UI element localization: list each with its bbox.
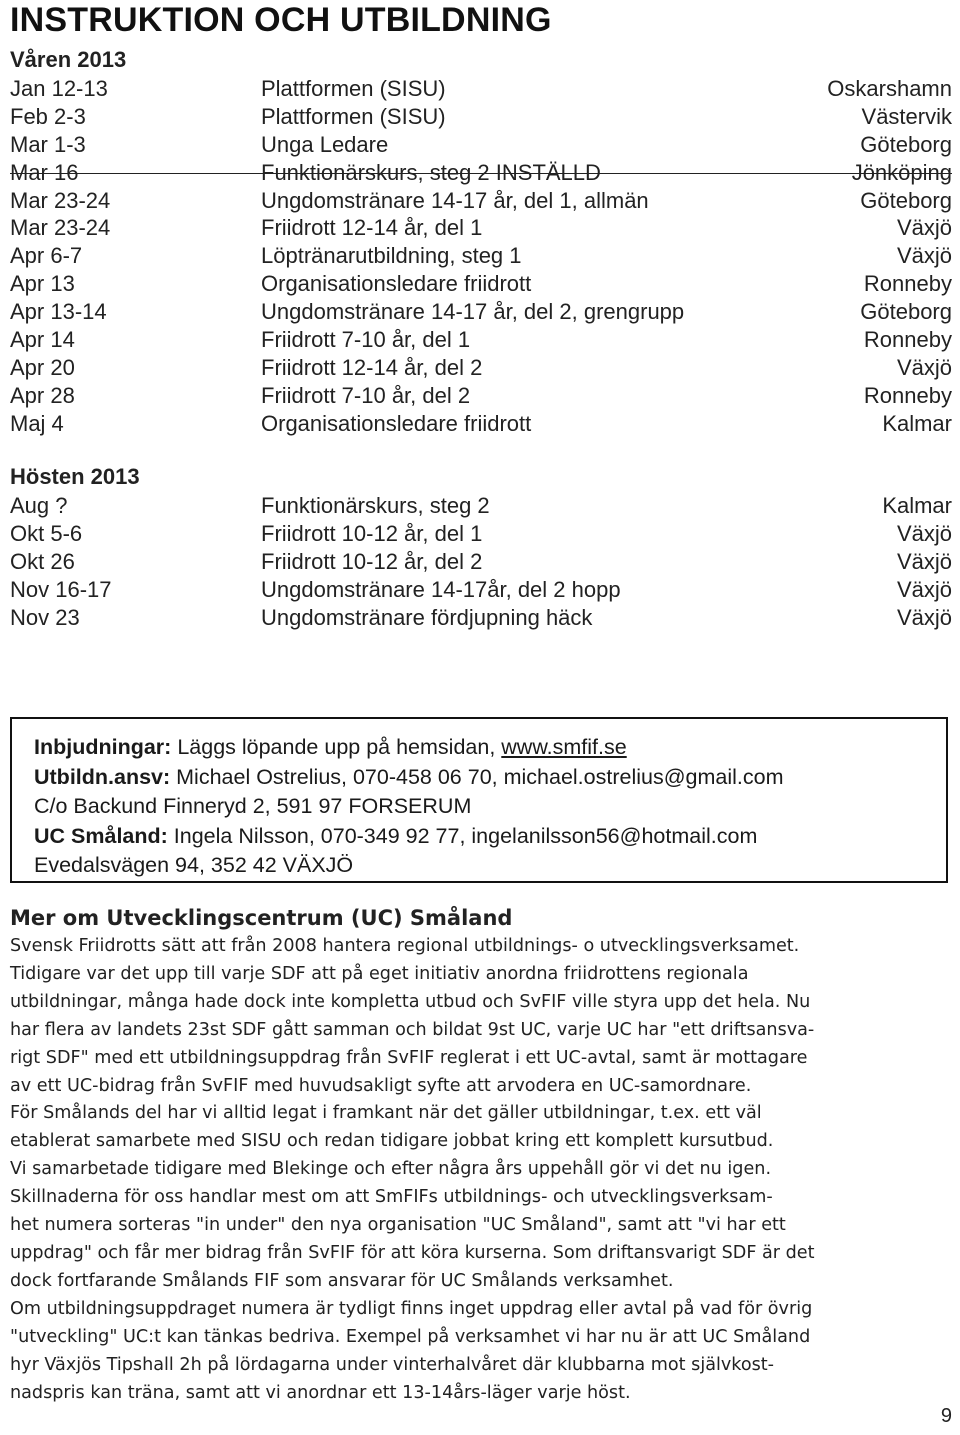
schedule-event: Friidrott 12-14 år, del 1 (261, 215, 483, 241)
article-line: uppdrag" och får mer bidrag från SvFIF för att köra kurserna. Som driftansvarigt SDF är det (10, 1242, 815, 1263)
schedule-event: Ungdomstränare 14-17 år, del 2, grengrupp (261, 299, 685, 325)
schedule-row (10, 214, 952, 242)
article-line: nadspris kan träna, samt att vi anordnar ett 13-14års-läger varje höst. (10, 1382, 631, 1403)
schedule-row (10, 103, 952, 131)
invites-line (34, 733, 946, 763)
schedule-row (10, 326, 952, 354)
schedule-event: Friidrott 7-10 år, del 2 (261, 382, 471, 408)
edu-line (34, 763, 946, 793)
schedule-row (10, 298, 952, 326)
article-line: För Smålands del har vi alltid legat i framkant när det gäller utbildningar, t.ex. ett väl (10, 1103, 762, 1124)
article-line: dock fortfarande Smålands FIF som ansvarar för UC Smålands verksamhet. (10, 1270, 674, 1291)
schedule-date: Okt 5-6 (10, 520, 83, 546)
schedule-location: Växjö (896, 576, 952, 602)
schedule-row (10, 187, 952, 215)
schedule-date: Nov 23 (10, 604, 80, 630)
schedule-date: Maj 4 (10, 410, 64, 436)
schedule-row (10, 492, 952, 520)
uc-label: UC Småland: (34, 823, 168, 848)
schedule-location: Kalmar (882, 410, 952, 436)
schedule-event: Ungdomstränare 14-17 år, del 1, allmän (261, 187, 649, 213)
schedule-date: Aug ? (10, 493, 68, 518)
schedule-event: Ungdomstränare 14-17år, del 2 hopp (261, 576, 621, 602)
schedule-row (10, 576, 952, 604)
schedule-date: Apr 13-14 (10, 299, 107, 325)
article-heading: Mer om Utvecklingscentrum (UC) Småland (10, 906, 513, 930)
article-line: utbildningar, många hade dock inte kompletta utbud och SvFIF ville styra upp det hela. Nu (10, 991, 811, 1012)
schedule-row (10, 354, 952, 382)
article-line: Vi samarbetade tidigare med Blekinge och efter några års uppehåll gör vi det nu igen. (10, 1159, 772, 1180)
article (10, 903, 952, 1407)
schedule-location: Göteborg (860, 187, 952, 213)
schedule-event: Friidrott 7-10 år, del 1 (261, 327, 471, 353)
schedule-location: Oskarshamn (827, 76, 952, 101)
schedule-row (10, 75, 952, 103)
schedule-date: Apr 6-7 (10, 243, 83, 269)
schedule-location: Växjö (896, 604, 952, 630)
schedule-location: Växjö (896, 215, 952, 241)
schedule-event: Organisationsledare friidrott (261, 271, 532, 297)
schedule-row (10, 520, 952, 548)
schedule-row (10, 410, 952, 438)
article-line: Skillnaderna för oss handlar mest om att SmFIFs utbildnings- och utvecklingsverksam- (10, 1187, 773, 1208)
schedule-event: Friidrott 10-12 år, del 1 (261, 520, 483, 546)
article-line: hyr Växjös Tipshall 2h på lördagarna under vinterhalvåret där klubbarna mot självkost- (10, 1354, 775, 1375)
page-number: 9 (940, 1405, 952, 1427)
invites-text: Läggs löpande upp på hemsidan, (171, 735, 502, 759)
article-line: het numera sorteras "in under" den nya organisation "UC Småland", samt att "vi har ett (10, 1215, 786, 1236)
schedule-location: Kalmar (882, 493, 952, 518)
article-line: Om utbildningsuppdraget numera är tydligt finns inget uppdrag eller avtal på vad för övrig (10, 1298, 813, 1319)
schedule-location: Ronneby (863, 327, 952, 353)
article-line: Tidigare var det upp till varje SDF att på eget initiativ anordna friidrottens regionala (10, 963, 749, 984)
schedule-row (10, 604, 952, 632)
edu-contact: Michael Ostrelius, 070-458 06 70, michael.ostrelius@gmail.com (170, 764, 784, 789)
website-link[interactable]: www.smfif.se (501, 735, 627, 759)
schedule-location: Ronneby (863, 271, 952, 297)
schedule-event: Funktionärskurs, steg 2 (261, 493, 490, 518)
schedule-row (10, 548, 952, 576)
schedule-row (10, 131, 952, 159)
schedule-location: Västervik (861, 103, 952, 129)
edu-address: C/o Backund Finneryd 2, 591 97 FORSERUM (34, 794, 472, 818)
schedule-row (10, 382, 952, 410)
article-line: etablerat samarbete med SISU och redan tidigare jobbat kring ett komplett kursutbud. (10, 1131, 774, 1152)
schedule-date: Mar 1-3 (10, 131, 86, 157)
schedule-date: Apr 13 (10, 271, 75, 297)
schedule-location: Växjö (896, 243, 952, 269)
schedule-date: Jan 12-13 (10, 76, 108, 101)
schedule-event: Plattformen (SISU) (261, 76, 446, 101)
schedule-event: Unga Ledare (261, 131, 389, 157)
uc-address: Evedalsvägen 94, 352 42 VÄXJÖ (34, 853, 354, 877)
article-body (10, 933, 952, 1407)
schedule-date: Mar 23-24 (10, 215, 111, 241)
article-line: rigt SDF" med ett utbildningsuppdrag från SvFIF reglerat i ett UC-avtal, samt är mottagare (10, 1047, 808, 1068)
schedule-date: Nov 16-17 (10, 576, 112, 602)
autumn-heading: Hösten 2013 (10, 464, 140, 489)
schedule-location: Jönköping (851, 159, 952, 185)
spring-schedule (10, 75, 952, 438)
schedule-event: Löptränarutbildning, steg 1 (261, 243, 522, 269)
schedule-location: Göteborg (860, 131, 952, 157)
article-line: "utveckling" UC:t kan tänkas bedriva. Exempel på verksamhet vi har nu är att UC Småland (10, 1326, 811, 1347)
uc-line (34, 822, 946, 852)
schedule-event: Funktionärskurs, steg 2 INSTÄLLD (261, 159, 601, 185)
schedule-date: Feb 2-3 (10, 103, 86, 129)
schedule-event: Friidrott 12-14 år, del 2 (261, 354, 483, 380)
schedule-date: Mar 16 (10, 159, 79, 185)
schedule-event: Friidrott 10-12 år, del 2 (261, 548, 483, 574)
page-title: INSTRUKTION OCH UTBILDNING (10, 1, 552, 39)
schedule-event: Organisationsledare friidrott (261, 410, 532, 436)
schedule-date: Apr 20 (10, 354, 75, 380)
schedule-location: Växjö (896, 354, 952, 380)
spring-heading: Våren 2013 (10, 47, 127, 72)
contact-info-box (10, 717, 948, 883)
schedule-location: Växjö (896, 548, 952, 574)
article-line: Svensk Friidrotts sätt att från 2008 hantera regional utbildnings- o utvecklingsverksamet. (10, 936, 800, 956)
schedule-date: Mar 23-24 (10, 187, 111, 213)
schedule-location: Göteborg (860, 299, 952, 325)
edu-label: Utbildn.ansv: (34, 764, 171, 789)
invites-label: Inbjudningar: (34, 735, 172, 759)
schedule-row-cancelled (10, 159, 952, 187)
schedule-row (10, 242, 952, 270)
schedule-row (10, 270, 952, 298)
uc-contact: Ingela Nilsson, 070-349 92 77, ingelanilsson56@hotmail.com (167, 823, 758, 848)
schedule-date: Apr 14 (10, 327, 75, 353)
schedule-event: Ungdomstränare fördjupning häck (261, 604, 593, 630)
schedule-location: Ronneby (863, 382, 952, 408)
schedule-date: Okt 26 (10, 548, 75, 574)
article-line: har flera av landets 23st SDF gått samman och bildat 9st UC, varje UC har "ett driftsansva- (10, 1019, 815, 1040)
autumn-schedule (10, 492, 952, 631)
article-line: av ett UC-bidrag från SvFIF med huvudsakligt syfte att arvodera en UC-samordnare. (10, 1075, 752, 1096)
schedule-event: Plattformen (SISU) (261, 103, 446, 129)
schedule-location: Växjö (896, 520, 952, 546)
schedule-date: Apr 28 (10, 382, 75, 408)
